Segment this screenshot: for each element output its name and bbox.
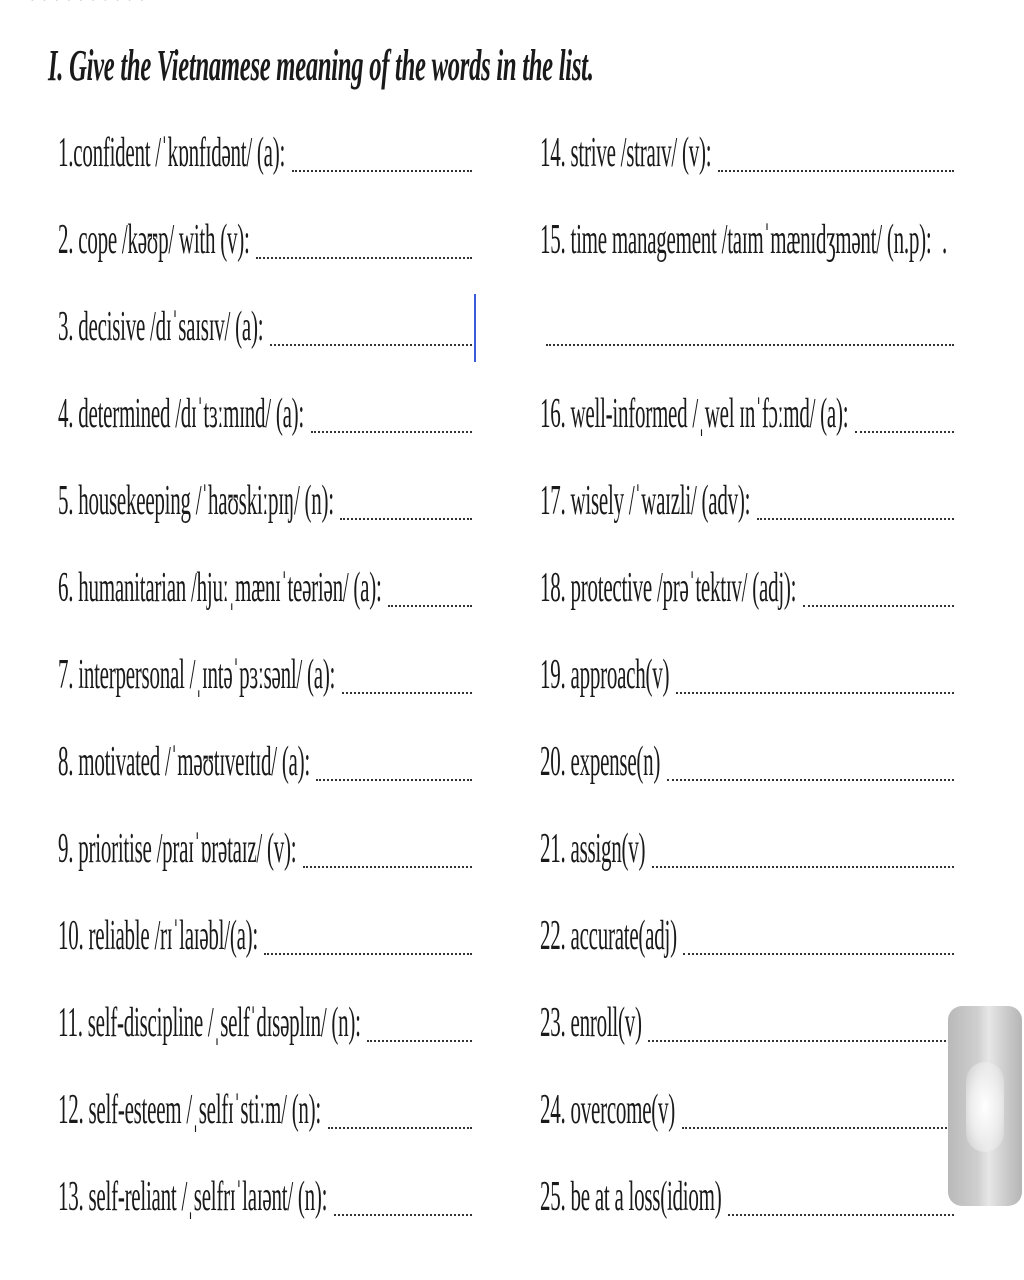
left-item-line [58,381,472,447]
left-item-line [58,294,472,360]
right-item-label: 21. assign(v) [540,826,646,872]
left-item-row [58,120,472,207]
answer-blank[interactable] [546,334,954,346]
right-item-label-wrap [540,120,714,186]
left-item-label: 10. reliable /rɪˈlaɪəbl/(a): [58,913,258,959]
right-item-row [540,1077,954,1164]
left-item-line [58,729,472,795]
item-15-suffix-wrap [942,207,954,273]
text-cursor [474,294,476,362]
left-item-label: 12. self-esteem /ˌselfɪˈstiːm/ (n): [58,1087,322,1133]
left-item-label: 5. housekeeping /ˈhaʊskiːpɪŋ/ (n): [58,478,334,524]
left-item-label-wrap [58,207,252,273]
answer-blank[interactable] [757,508,954,520]
answer-blank[interactable] [328,1117,472,1129]
left-item-label-wrap [58,1164,330,1230]
right-item-label-wrap [540,381,851,447]
left-item-row [58,990,472,1077]
left-item-label: 2. cope /kəʊp/ with (v): [58,217,250,263]
answer-blank[interactable] [667,769,954,781]
left-item-label: 4. determined /dɪˈtɜːmɪnd/ (a): [58,391,305,437]
left-item-row [58,729,472,816]
answer-blank[interactable] [256,247,472,259]
right-item-line [540,468,954,534]
answer-blank[interactable] [718,160,954,172]
answer-blank[interactable] [652,856,954,868]
left-item-label: 11. self-discipline /ˌselfˈdɪsəplɪn/ (n): [58,1000,361,1046]
left-item-label-wrap [58,642,338,708]
left-item-row [58,642,472,729]
left-item-label-wrap [58,120,288,186]
right-item-label-wrap [540,903,679,969]
right-item-line [540,1164,954,1230]
scroll-handle-icon[interactable] [948,1006,1022,1206]
answer-blank[interactable] [803,595,954,607]
answer-blank[interactable] [855,421,954,433]
right-item-row [540,816,954,903]
right-item-line [540,207,954,273]
answer-blank[interactable] [264,943,472,955]
right-item-row [540,903,954,990]
left-item-label: 3. decisive /dɪˈsaɪsɪv/ (a): [58,304,264,350]
right-item-row [540,207,954,294]
left-item-row [58,1164,472,1251]
right-item-label: 25. be at a loss(idiom) [540,1174,722,1220]
right-item-row [540,294,954,381]
right-item-label: 23. enroll(v) [540,1000,642,1046]
left-item-line [58,1077,472,1143]
right-column [540,120,954,1251]
left-item-label-wrap [58,990,363,1056]
scroll-handle-glow [966,1062,1004,1152]
answer-blank[interactable] [303,856,472,868]
answer-blank[interactable] [342,682,472,694]
right-item-row [540,555,954,642]
right-item-row [540,729,954,816]
right-item-row [540,990,954,1077]
right-item-label: 19. approach(v) [540,652,670,698]
right-item-label-wrap [540,1077,678,1143]
right-item-label-wrap [540,816,648,882]
right-item-row [540,381,954,468]
right-item-row [540,468,954,555]
left-item-label-wrap [58,294,266,360]
left-item-label: 13. self-reliant /ˌselfrɪˈlaɪənt/ (n): [58,1174,328,1220]
left-item-line [58,1164,472,1230]
right-item-label-wrap [540,642,672,708]
right-item-row [540,120,954,207]
left-item-row [58,468,472,555]
left-item-label: 9. prioritise /praɪˈɒrətaɪz/ (v): [58,826,297,872]
left-item-line [58,555,472,621]
left-item-label: 7. interpersonal /ˌɪntəˈpɜːsənl/ (a): [58,652,336,698]
answer-blank[interactable] [648,1030,954,1042]
right-item-label: 17. wisely /ˈwaɪzli/ (adv): [540,478,751,524]
left-item-row [58,294,472,381]
answer-blank[interactable] [388,595,472,607]
right-item-label: 20. expense(n) [540,739,661,785]
right-item-label-wrap [540,729,663,795]
right-item-label: 16. well-informed /ˌwel ɪnˈfɔːmd/ (a): [540,391,849,437]
right-item-line [540,729,954,795]
left-item-line [58,816,472,882]
page-title: I. Give the Vietnamese meaning of the words in the list. [48,41,594,90]
right-item-line [540,1077,954,1143]
left-item-line [58,120,472,186]
right-item-row [540,642,954,729]
right-item-label: 18. protective /prəˈtektɪv/ (adj): [540,565,797,611]
left-item-label-wrap [58,1077,324,1143]
right-item-label-wrap [540,468,753,534]
right-item-label: 22. accurate(adj) [540,913,677,959]
left-item-row [58,381,472,468]
answer-blank[interactable] [676,682,954,694]
cropped-header-remnant: · · · · · · · · · · [30,0,147,8]
right-item-label-wrap [540,294,542,360]
right-item-line [540,816,954,882]
answer-blank[interactable] [334,1204,472,1216]
left-item-label-wrap [58,903,260,969]
right-item-label-wrap [540,207,934,273]
left-item-label-wrap [58,381,307,447]
right-item-label: 24. overcome(v) [540,1087,676,1133]
answer-blank[interactable] [316,769,472,781]
left-item-row [58,555,472,642]
right-item-label-wrap [540,990,644,1056]
answer-blank[interactable] [292,160,472,172]
right-item-line [540,555,954,621]
left-item-line [58,903,472,969]
left-item-row [58,903,472,990]
left-item-label-wrap [58,816,299,882]
answer-blank[interactable] [367,1030,472,1042]
answer-blank[interactable] [728,1204,954,1216]
left-item-label: 8. motivated /ˈməʊtɪveɪtɪd/ (a): [58,739,310,785]
left-column [58,120,472,1251]
right-item-line [540,642,954,708]
left-item-row [58,1077,472,1164]
answer-blank[interactable] [270,334,472,346]
answer-blank[interactable] [683,943,954,955]
answer-blank[interactable] [682,1117,954,1129]
item-15-trailing-period: . [942,217,947,263]
left-item-label: 6. humanitarian /hjuːˌmænɪˈteəriən/ (a): [58,565,382,611]
left-item-line [58,642,472,708]
left-item-row [58,207,472,294]
right-item-label: 14. strive /straɪv/ (v): [540,130,712,176]
answer-blank[interactable] [311,421,472,433]
left-item-label-wrap [58,729,312,795]
right-item-row [540,1164,954,1251]
right-item-label-wrap [540,1164,724,1230]
right-item-line [540,120,954,186]
left-item-line [58,990,472,1056]
left-item-row [58,816,472,903]
right-item-label-wrap [540,555,799,621]
left-item-label-wrap [58,555,384,621]
right-item-line [540,381,954,447]
left-item-label-wrap [58,468,336,534]
right-item-line [540,990,954,1056]
right-item-label: 15. time management /taɪmˈmænɪdʒmənt/ (n.p): [540,217,932,263]
answer-blank[interactable] [340,508,472,520]
right-item-line [540,294,954,360]
left-item-line [58,468,472,534]
left-item-line [58,207,472,273]
right-item-line [540,903,954,969]
left-item-label: 1.confident /ˈkɒnfɪdənt/ (a): [58,130,286,176]
